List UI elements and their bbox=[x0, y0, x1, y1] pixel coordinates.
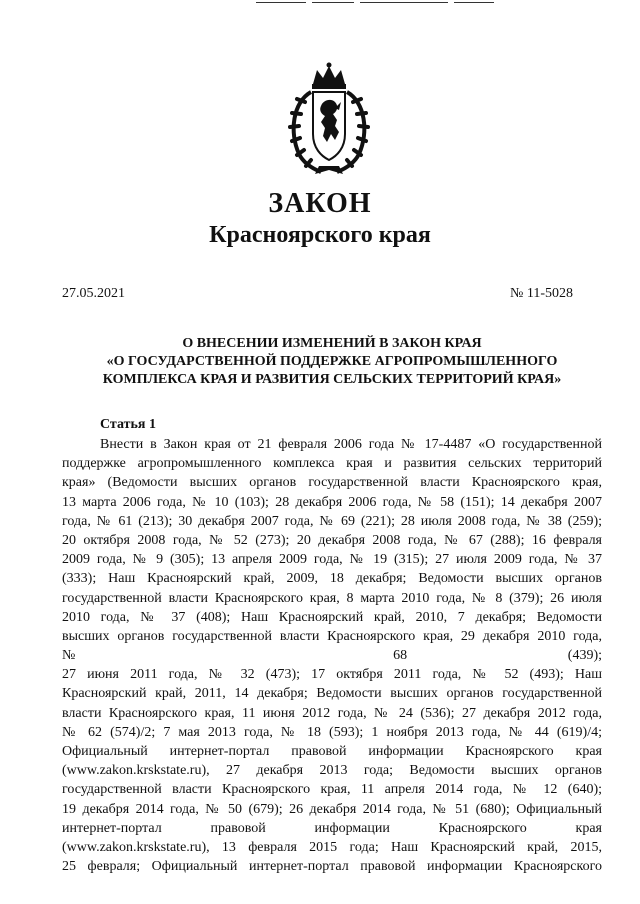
body-line: 2010 года, № 37 (408); Наш Красноярский край, 2010, 7 декабря; Ведомости bbox=[62, 609, 602, 625]
heading-line: О ВНЕСЕНИИ ИЗМЕНЕНИЙ В ЗАКОН КРАЯ bbox=[182, 336, 482, 351]
body-line: Красноярский край, 2011, 14 декабря; Ведомости высших органов государственной bbox=[62, 686, 602, 702]
body-line: 19 декабря 2014 года, № 50 (679); 26 декабря 2014 года, № 51 (680); Официальный bbox=[62, 801, 602, 817]
body-line: высших органов государственной власти Красноярского края, 29 декабря 2010 года, bbox=[62, 628, 602, 644]
body-line: края» (Ведомости высших органов государственной власти Красноярского края, bbox=[62, 475, 602, 491]
law-title: ЗАКОН bbox=[268, 188, 372, 219]
body-line: Официальный интернет-портал правовой информации Красноярского края bbox=[62, 744, 602, 759]
body-line: 20 октября 2008 года, № 52 (273); 20 декабря 2008 года, № 67 (288); 16 февраля bbox=[62, 532, 602, 548]
body-line: власти Красноярского края, 11 июня 2012 года, № 24 (536); 27 декабря 2012 года, bbox=[62, 705, 602, 721]
body-line: интернет-портал правовой информации Красноярского края bbox=[62, 820, 602, 836]
body-line: (333); Наш Красноярский край, 2009, 18 декабря; Ведомости высших органов bbox=[62, 571, 602, 587]
body-line: государственной власти Красноярского края, 8 марта 2010 года, № 8 (379); 26 июля bbox=[62, 590, 602, 606]
heading-line: КОМПЛЕКСА КРАЯ И РАЗВИТИЯ СЕЛЬСКИХ ТЕРРИТОРИЙ КРАЯ» bbox=[102, 372, 562, 387]
heading-line: «О ГОСУДАРСТВЕННОЙ ПОДДЕРЖКЕ АГРОПРОМЫШЛЕННОГО bbox=[106, 354, 558, 369]
body-line: № 62 (574)/2; 7 мая 2013 года, № 18 (593); 1 ноября 2013 года, № 44 (619)/4; bbox=[62, 724, 602, 740]
law-date: 27.05.2021 bbox=[62, 286, 125, 301]
body-line: 2009 года, № 9 (305); 13 апреля 2009 года, № 19 (315); 27 июля 2009 года, № 37 bbox=[62, 552, 602, 568]
body-line: поддержке агропромышленного комплекса края и развития сельских территорий bbox=[62, 456, 602, 472]
body-line: государственной власти Красноярского края, 11 апреля 2014 года, № 12 (640); bbox=[62, 782, 602, 798]
law-meta-row bbox=[62, 286, 573, 302]
coat-of-arms-emblem bbox=[285, 62, 373, 178]
body-line: 13 марта 2006 года, № 10 (103); 28 декабря 2006 года, № 58 (151); 14 декабря 2007 bbox=[62, 494, 602, 510]
body-line: (www.zakon.krskstate.ru), 13 февраля 2015 года; Наш Красноярский край, 2015, bbox=[62, 839, 602, 855]
body-line: 27 июня 2011 года, № 32 (473); 17 октября 2011 года, № 52 (493); Наш bbox=[62, 667, 602, 683]
body-line: года, № 61 (213); 30 декабря 2007 года, № 69 (221); 28 июля 2008 года, № 38 (259); bbox=[62, 513, 602, 529]
law-number: № 11-5028 bbox=[510, 286, 573, 301]
body-line: (www.zakon.krskstate.ru), 27 декабря 2013 года; Ведомости высших органов bbox=[62, 763, 602, 779]
body-line: Внести в Закон края от 21 февраля 2006 года № 17-4487 «О государственной bbox=[100, 437, 602, 452]
body-line: 25 февраля; Официальный интернет-портал правовой информации Красноярского bbox=[62, 859, 602, 875]
law-subtitle: Красноярского края bbox=[209, 222, 431, 248]
article-title: Статья 1 bbox=[100, 417, 156, 432]
article-body bbox=[62, 435, 602, 876]
body-line: № 68 (439); bbox=[62, 648, 602, 664]
top-rule-lines bbox=[0, 0, 640, 8]
law-heading bbox=[62, 335, 602, 389]
